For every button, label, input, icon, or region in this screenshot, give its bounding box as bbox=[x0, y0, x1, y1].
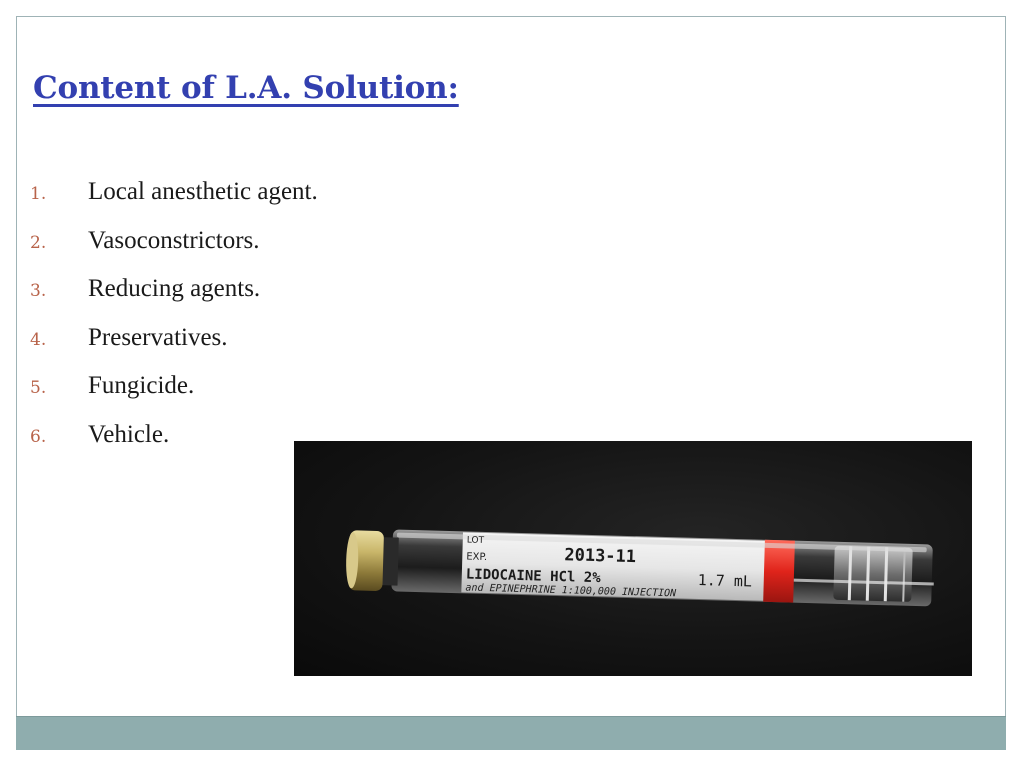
red-color-band bbox=[763, 540, 795, 603]
content-list bbox=[30, 178, 318, 470]
anesthetic-cartridge-photo bbox=[294, 441, 972, 676]
volume: 1.7 mL bbox=[697, 570, 753, 591]
drug-name: LIDOCAINE HCl 2% bbox=[465, 566, 601, 587]
exp-date: 2013-11 bbox=[564, 545, 637, 568]
cartridge-illustration bbox=[294, 441, 972, 676]
list-item-number: 5. bbox=[30, 378, 47, 399]
list-item-text: Preservatives. bbox=[88, 323, 228, 351]
list-item-number: 4. bbox=[30, 329, 47, 350]
rubber-plunger bbox=[833, 546, 912, 602]
list-item-text: Fungicide. bbox=[88, 372, 195, 400]
list-item-text: Vasoconstrictors. bbox=[88, 226, 260, 254]
list-item-number: 1. bbox=[30, 184, 47, 204]
list-item bbox=[30, 324, 318, 373]
list-item bbox=[30, 372, 318, 421]
list-item bbox=[30, 178, 318, 227]
list-item-number: 6. bbox=[30, 426, 47, 447]
list-item bbox=[30, 421, 318, 470]
list-item-text: Local anesthetic agent. bbox=[88, 178, 318, 205]
list-item bbox=[30, 227, 318, 276]
slide-title: Content of L.A. Solution: bbox=[33, 70, 459, 106]
epinephrine-line: and EPINEPHRINE 1:100,000 INJECTION bbox=[465, 582, 677, 600]
footer-bar bbox=[16, 716, 1006, 750]
exp-label: EXP. bbox=[466, 551, 488, 564]
list-item-text: Reducing agents. bbox=[88, 275, 261, 303]
list-item-text: Vehicle. bbox=[88, 420, 170, 448]
lot-label: LOT bbox=[466, 535, 485, 546]
list-item-number: 2. bbox=[30, 232, 47, 253]
list-item-number: 3. bbox=[30, 281, 47, 302]
list-item bbox=[30, 275, 318, 324]
